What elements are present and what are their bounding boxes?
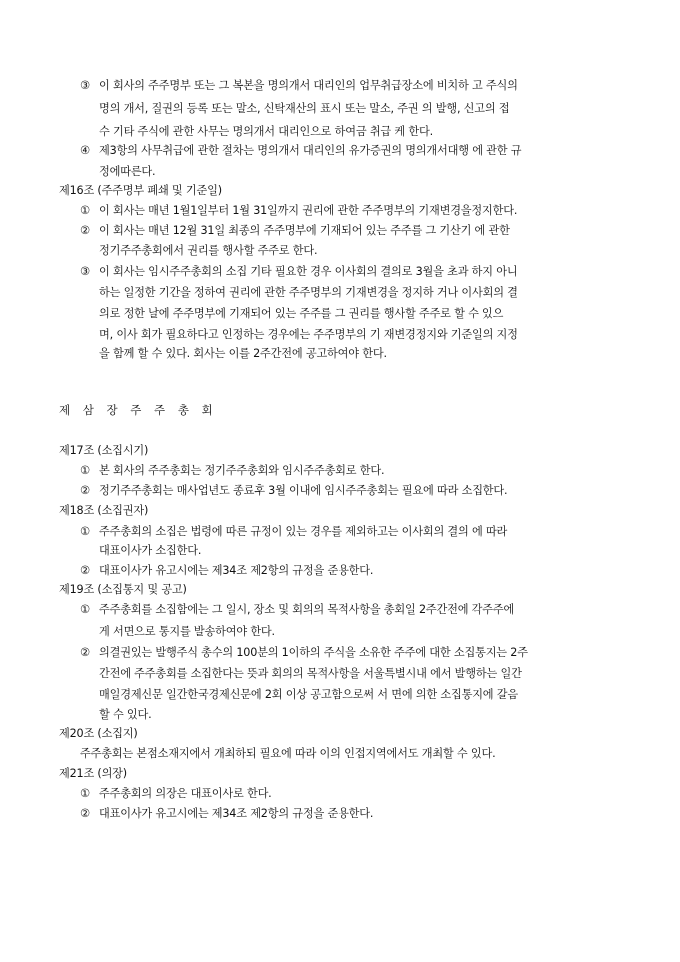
item-text: 이 회사의 주주명부 또는 그 복본을 명의개서 대리인의 업무취급장소에 비치하 고 주식의: [99, 79, 518, 92]
item-text: 의로 정한 날에 주주명부에 기재되어 있는 주주를 그 권리를 행사할 주주로 할 수 있으: [99, 307, 504, 320]
article-heading: 제20조 (소집지): [59, 727, 138, 740]
article-heading: 제17조 (소집시기): [59, 444, 149, 457]
item-text: 대표이사가 유고시에는 제34조 제2항의 규정을 준용한다.: [99, 564, 374, 577]
article-heading: 제16조 (주주명부 폐쇄 및 기준일): [59, 184, 222, 197]
item-number: ④: [80, 144, 90, 157]
item-text: 주주총회를 소집함에는 그 일시, 장소 및 회의의 목적사항을 총회일 2주간전에 각주주에: [99, 603, 515, 616]
item-text: 이 회사는 매년 1월1일부터 1월 31일까지 권리에 관한 주주명부의 기재변경을정지한다.: [99, 204, 518, 217]
item-text: 대표이사가 유고시에는 제34조 제2항의 규정을 준용한다.: [99, 807, 374, 820]
item-text: 주주총회의 소집은 법령에 따른 규정이 있는 경우를 제외하고는 이사회의 결의 에 따라: [99, 525, 508, 538]
item-number: ③: [80, 265, 90, 278]
article-heading: 제19조 (소집통지 및 공고): [59, 583, 187, 596]
item-text: 을 함께 할 수 있다. 회사는 이를 2주간전에 공고하여야 한다.: [99, 347, 387, 360]
item-text: 정에따른다.: [99, 165, 156, 178]
article-text: 주주총회는 본점소재지에서 개최하되 필요에 따라 이의 인접지역에서도 개최할 수 있다.: [80, 747, 496, 760]
item-number: ①: [80, 204, 90, 217]
item-number: ②: [80, 564, 90, 577]
item-text: 제3항의 사무취급에 관한 절차는 명의개서 대리인의 유가증권의 명의개서대행 에 관한 규: [99, 144, 522, 157]
item-number: ①: [80, 787, 90, 800]
item-text: 정기주주총회에서 권리를 행사할 주주로 한다.: [99, 244, 318, 257]
article-heading: 제18조 (소집권자): [59, 504, 149, 517]
item-text: 간전에 주주총회를 소집한다는 뜻과 회의의 목적사항을 서울특별시내 에서 발행하는 일간: [99, 667, 522, 680]
item-text: 본 회사의 주주총회는 정기주주총회와 임시주주총회로 한다.: [99, 464, 385, 477]
item-text: 주주총회의 의장은 대표이사로 한다.: [99, 787, 272, 800]
item-number: ②: [80, 224, 90, 237]
item-text: 정기주주총회는 매사업년도 종료후 3월 이내에 임시주주총회는 필요에 따라 소집한다.: [99, 484, 508, 497]
item-text: 게 서면으로 통지를 발송하여야 한다.: [99, 625, 275, 638]
item-number: ②: [80, 807, 90, 820]
chapter-heading: 제 삼 장 주 주 총 회: [59, 403, 215, 417]
item-text: 며, 이사 회가 필요하다고 인정하는 경우에는 주주명부의 기 재변경정지와 기준일의 지정: [99, 328, 518, 341]
item-text: 매일경제신문 일간한국경제신문에 2회 이상 공고함으로써 서 면에 의한 소집통지에 갈음: [99, 688, 518, 701]
item-text: 수 기타 주식에 관한 사무는 명의개서 대리인으로 하여금 취급 케 한다.: [99, 125, 433, 138]
item-text: 이 회사는 매년 12월 31일 최종의 주주명부에 기재되어 있는 주주를 그 기산기 에 관한: [99, 224, 510, 237]
item-number: ①: [80, 464, 90, 477]
item-number: ②: [80, 484, 90, 497]
item-text: 이 회사는 임시주주총회의 소집 기타 필요한 경우 이사회의 결의로 3월을 초과 하지 아니: [99, 265, 518, 278]
item-number: ③: [80, 79, 90, 92]
item-number: ①: [80, 525, 90, 538]
article-heading: 제21조 (의장): [59, 767, 127, 780]
item-number: ②: [80, 646, 90, 659]
item-text: 대표이사가 소집한다.: [99, 544, 202, 557]
item-text: 의결권있는 발행주식 총수의 100분의 1이하의 주식을 소유한 주주에 대한 소집통지는 2주: [99, 646, 528, 659]
item-text: 명의 개서, 질권의 등록 또는 말소, 신탁재산의 표시 또는 말소, 주권 의 발행, 신고의 접: [99, 102, 510, 115]
item-text: 하는 일정한 기간을 정하여 권리에 관한 주주명부의 기재변경을 정지하 거나 이사회의 결: [99, 286, 518, 299]
item-number: ①: [80, 603, 90, 616]
item-text: 할 수 있다.: [99, 708, 152, 721]
